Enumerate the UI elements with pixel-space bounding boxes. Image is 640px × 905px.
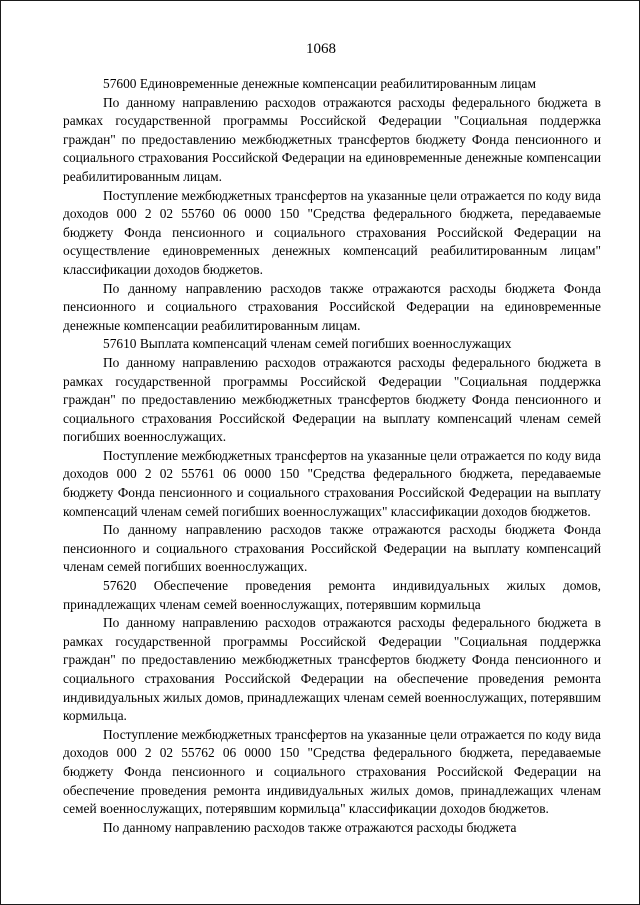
document-body — [63, 75, 601, 837]
section-heading-57610: 57610 Выплата компенсаций членам семей погибших военнослужащих — [103, 336, 512, 352]
section-heading-57620: 57620 Обеспечение проведения ремонта индивидуальных жилых домов, принадлежащих членам семей военнослужащих, потерявшим кормильца — [63, 578, 601, 612]
paragraph: По данному направлению расходов также отражаются расходы бюджета Фонда пенсионного и социального страхования Российской Федерации на выплату компенсаций членам семей погибших военнослужащих. — [63, 522, 601, 575]
section-heading-57600: 57600 Единовременные денежные компенсации реабилитированным лицам — [103, 76, 536, 91]
paragraph: По данному направлению расходов отражаются расходы федерального бюджета в рамках государственной программы Российской Федерации "Социальная поддержка граждан" по предоставлению межбюджетных трансфертов бюджету Фонда пенсионного и социального страхования Российской Федерации на единовременные денежные компенсации реабилитированным лицам. — [63, 94, 601, 184]
paragraph: Поступление межбюджетных трансфертов на указанные цели отражается по коду вида доходов 000 2 02 55760 06 0000 150 "Средства федерального бюджета, передаваемые бюджету Фонда пенсионного и социального страхования Российской Федерации на осуществление единовременных денежных компенсаций реабилитированным лицам" классификации доходов бюджетов. — [63, 187, 601, 277]
paragraph: По данному направлению расходов отражаются расходы федерального бюджета в рамках государственной программы Российской Федерации "Социальная поддержка граждан" по предоставлению межбюджетных трансфертов бюджету Фонда пенсионного и социального страхования Российской Федерации на выплату компенсаций членам семей погибших военнослужащих. — [63, 354, 601, 445]
paragraph: По данному направлению расходов также отражаются расходы бюджета — [103, 819, 517, 835]
paragraph: По данному направлению расходов отражаются расходы федерального бюджета в рамках государственной программы Российской Федерации "Социальная поддержка граждан" по предоставлению межбюджетных трансфертов бюджету Фонда пенсионного и социального страхования Российской Федерации на обеспечение проведения ремонта индивидуальных жилых домов, принадлежащих членам семей военнослужащих, потерявшим кормильца. — [63, 615, 601, 724]
paragraph: Поступление межбюджетных трансфертов на указанные цели отражается по коду вида доходов 000 2 02 55761 06 0000 150 "Средства федерального бюджета, передаваемые бюджету Фонда пенсионного и социального страхования Российской Федерации на выплату компенсаций членам семей погибших военнослужащих" классификации доходов бюджетов. — [63, 447, 601, 519]
page-number: 1068 — [306, 41, 336, 57]
paragraph: По данному направлению расходов также отражаются расходы бюджета Фонда пенсионного и социального страхования Российской Федерации на единовременные денежные компенсации реабилитированным лицам. — [63, 280, 601, 333]
paragraph: Поступление межбюджетных трансфертов на указанные цели отражается по коду вида доходов 000 2 02 55762 06 0000 150 "Средства федерального бюджета, передаваемые бюджету Фонда пенсионного и социального страхования Российской Федерации на обеспечение проведения ремонта индивидуальных жилых домов, принадлежащих членам семей военнослужащих, потерявшим кормильца" классификации доходов бюджетов. — [63, 726, 601, 817]
